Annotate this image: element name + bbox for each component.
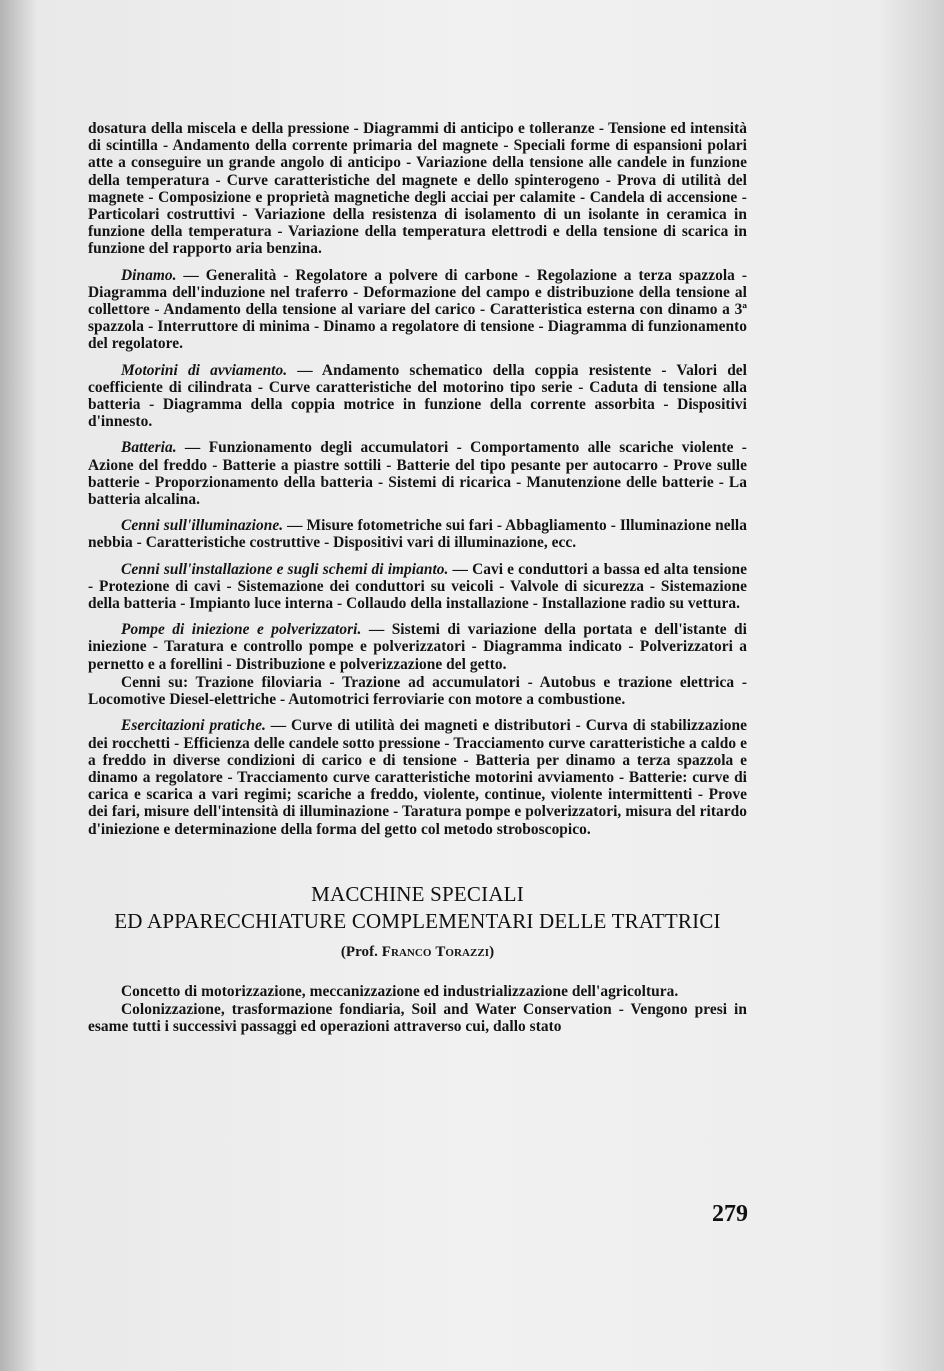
- section-text: — Misure fotometriche sui fari - Abbagliamento - Illuminazione nella nebbia - Caratteristiche costruttive - Dispositivi vari di illuminazione, ecc.: [88, 517, 748, 552]
- section-lead: Pompe di iniezione e polverizzatori.: [121, 621, 362, 639]
- section-text: — Cavi e conduttori a bassa ed alta tensione - Protezione di cavi - Sistemazione dei conduttori su veicoli - Valvole di sicurezza - Sistemazione della batteria - Impianto luce interna - Collaudo della installazione - Installazione radio su vettura.: [88, 560, 747, 613]
- section-motorini: [88, 362, 747, 431]
- section-lead: Cenni sull'illuminazione.: [121, 517, 284, 535]
- cenni-paragraph: Cenni su: Trazione filoviaria - Trazione ad accumulatori - Autobus e trazione elettrica - Locomotive Diesel-elettriche - Automotrici ferroviarie con motore a combustione.: [88, 673, 747, 709]
- section-text: — Generalità - Regolatore a polvere di carbone - Regolazione a terza spazzola - Diagramma dell'induzione nel traferro - Deformazione del campo e distribuzione della tensione al collettore - Andamento della tensione al variare del carico - Caratteristica esterna con dinamo a 3ª spazzola - Interruttore di minima - Dinamo a regolatore di tensione - Diagramma di funzionamento del regolatore.: [88, 266, 747, 353]
- section-text: — Andamento schematico della coppia resistente - Valori del coefficiente di cilindrata - Curve caratteristiche del motorino tipo serie - Caduta di tensione alla batteria - Diagramma della coppia motrice in funzione della corrente assorbita - Dispositivi d'innesto.: [88, 361, 748, 431]
- section-lead: Motorini di avviamento.: [121, 361, 288, 379]
- page-number: 279: [712, 1201, 748, 1227]
- section-dinamo: [88, 267, 747, 353]
- author-last-name: Torazzi: [435, 943, 490, 960]
- section-lead: Cenni sull'installazione e sugli schemi di impianto.: [121, 560, 449, 578]
- section-lead: Dinamo.: [121, 266, 177, 284]
- author-first-name: Franco: [381, 943, 432, 960]
- heading-line-2: ED APPARECCHIATURE COMPLEMENTARI DELLE TRATTRICI: [114, 908, 721, 933]
- intro-paragraph: dosatura della miscela e della pressione - Diagrammi di anticipo e tolleranze - Tensione ed intensità di scintilla - Andamento della corrente primaria del magnete - Speciali forme di espansioni polari atte a conseguire un grande angolo di anticipo - Variazione della tensione alle candele in funzione della temperatura - Curve caratteristiche del magnete e dello spinterogeno - Prova di utilità del magnete - Composizione e proprietà magnetiche degli acciai per calamite - Candela di accensione - Particolari costruttivi - Variazione della resistenza di isolamento di un isolante in ceramica in funzione della temperatura - Variazione della temperatura elettrodi e della tensione di scarica in funzione del rapporto aria benzina.: [88, 120, 747, 258]
- section-installazione: [88, 561, 747, 613]
- author-line: [88, 944, 747, 961]
- section-heading: [88, 881, 747, 935]
- section-pompe: [88, 621, 747, 673]
- author-open: (Prof.: [340, 943, 382, 960]
- author-close: ): [489, 943, 495, 960]
- section-batteria: [88, 439, 747, 508]
- section-esercitazioni: [88, 717, 747, 837]
- section-lead: Batteria.: [121, 439, 177, 457]
- page-text-column: [88, 120, 747, 1036]
- heading-line-1: MACCHINE SPECIALI: [311, 881, 524, 906]
- closing-paragraph: Concetto di motorizzazione, meccanizzazione ed industrializzazione dell'agricoltura.: [121, 982, 679, 1000]
- closing-paragraph: Colonizzazione, trasformazione fondiaria, Soil and Water Conservation - Vengono presi in esame tutti i successivi passaggi ed operazioni attraverso cui, dallo stato: [88, 1001, 747, 1036]
- section-text: — Curve di utilità dei magneti e distributori - Curva di stabilizzazione dei rocchetti - Efficienza delle candele sotto pressione - Tracciamento curve caratteristiche a caldo e a freddo in diverse condizioni di carico e di tensione - Batteria per dinamo a terza spazzola e dinamo a regolatore - Tracciamento curve caratteristiche motorini avviamento - Batterie: curve di carica e scarica a vari regimi; scariche a freddo, violente, continue, violente intermittenti - Prove dei fari, misure dell'intensità di illuminazione - Taratura pompe e polverizzatori, misura del ritardo d'iniezione e determinazione della forma del getto col metodo stroboscopico.: [88, 717, 747, 838]
- section-lead: Esercitazioni pratiche.: [121, 717, 266, 735]
- section-illuminazione: [88, 517, 747, 551]
- section-text: — Funzionamento degli accumulatori - Comportamento alle scariche violente - Azione del freddo - Batterie a piastre sottili - Batterie del tipo pesante per autocarro - Prove sulle batterie - Proporzionamento della batteria - Sistemi di ricarica - Manutenzione delle batterie - La batteria alcalina.: [88, 439, 747, 509]
- section-text: — Sistemi di variazione della portata e dell'istante di iniezione - Taratura e controllo pompe e polverizzatori - Diagramma indicato - Polverizzatori a pernetto e a forellini - Distribuzione e polverizzazione del getto.: [88, 621, 747, 673]
